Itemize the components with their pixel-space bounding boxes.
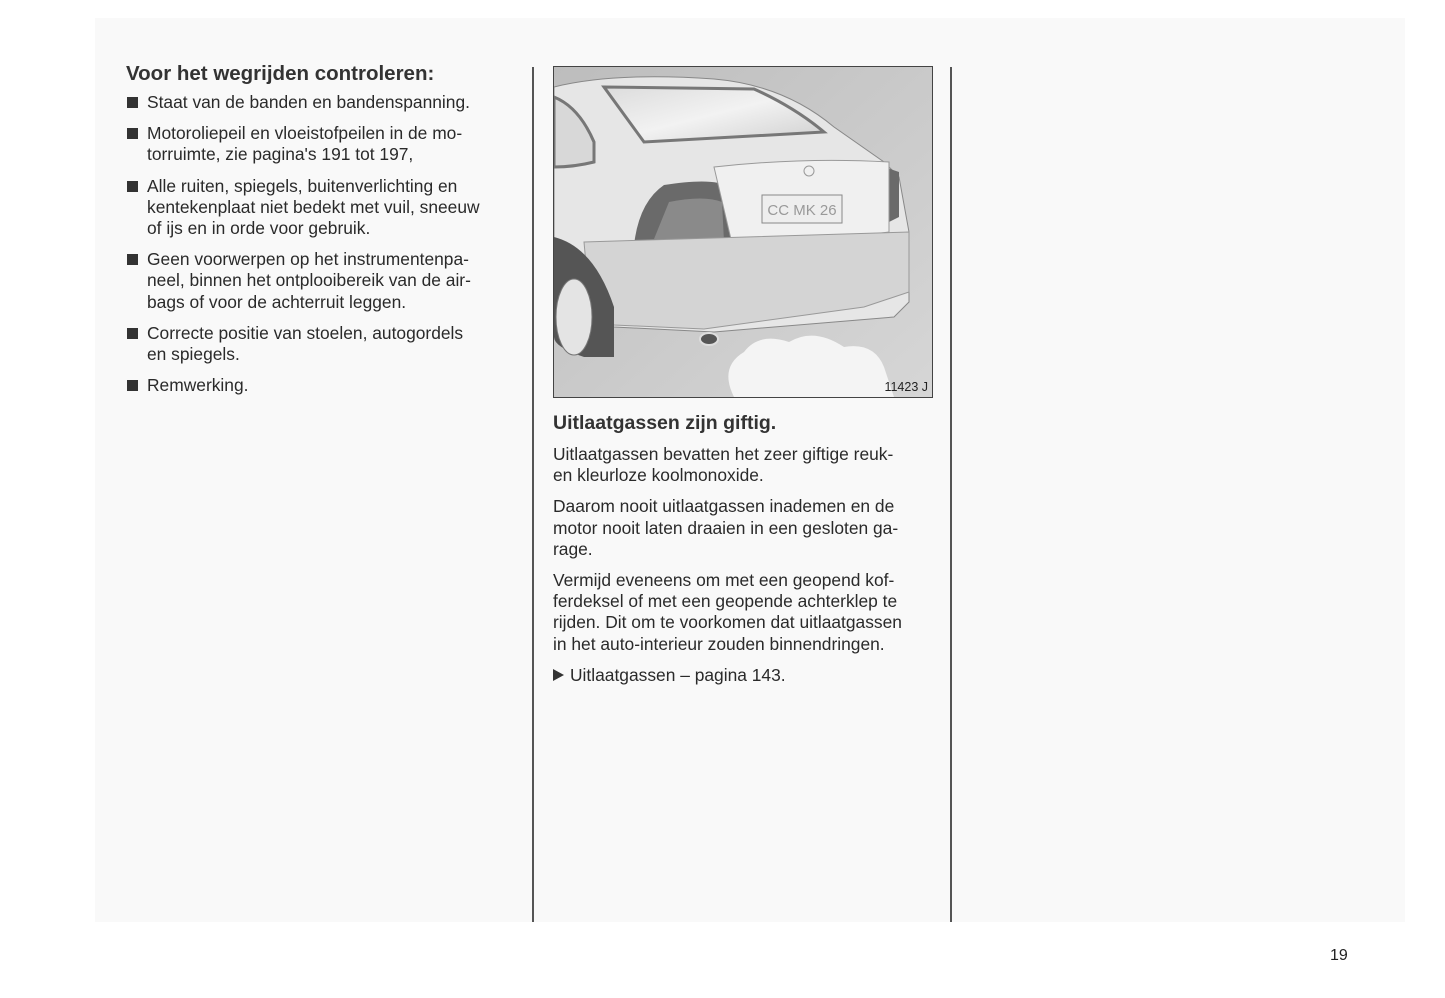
text-line: Vermijd eveneens om met een geopend kof- (553, 570, 895, 591)
text-line: Alle ruiten, spiegels, buitenverlichting en (147, 175, 458, 196)
paragraph (553, 570, 933, 655)
text-line: Remwerking. (147, 375, 249, 396)
column-divider-left (532, 67, 534, 922)
text-line: Daarom nooit uitlaatgassen inademen en de (553, 496, 895, 517)
car-exhaust-illustration (553, 66, 933, 398)
text-line: bags of voor de achterruit leggen. (147, 291, 407, 312)
checklist-item (126, 92, 526, 113)
paragraph (553, 444, 933, 486)
arrow-right-icon (553, 669, 564, 681)
bullet-icon (127, 128, 138, 139)
checklist (126, 92, 526, 406)
bullet-icon (127, 97, 138, 108)
paragraph (553, 496, 933, 560)
checklist-item (126, 375, 526, 396)
text-line: Correcte positie van stoelen, autogordels (147, 322, 464, 343)
checklist-item (126, 176, 526, 240)
text-line: Geen voorwerpen op het instrumentenpa- (147, 249, 469, 270)
checklist-heading: Voor het wegrijden controleren: (126, 62, 435, 85)
text-line: en spiegels. (147, 344, 240, 365)
text-line: ferdeksel of met een geopende achterklep te (553, 591, 898, 612)
text-line: Uitlaatgassen bevatten het zeer giftige reuk- (553, 444, 894, 464)
text-line: kentekenplaat niet bedekt met vuil, sneeuw (147, 196, 480, 217)
text-line: rijden. Dit om te voorkomen dat uitlaatgassen (553, 612, 902, 633)
exhaust-warning-text (553, 444, 933, 696)
text-line: motor nooit laten draaien in een gesloten ga- (553, 517, 899, 538)
text-line: in het auto-interieur zouden binnendringen. (553, 633, 885, 654)
license-plate-text: CC MK 26 (767, 202, 837, 219)
page-reference-text[interactable]: Uitlaatgassen – pagina 143. (570, 664, 786, 685)
bullet-icon (127, 328, 138, 339)
checklist-item (126, 123, 526, 165)
exhaust-warning-heading: Uitlaatgassen zijn giftig. (553, 412, 777, 434)
bullet-icon (127, 181, 138, 192)
text-line: rage. (553, 538, 593, 559)
page-reference[interactable] (553, 665, 933, 686)
text-line: of ijs en in orde voor gebruik. (147, 218, 371, 239)
car-rear-drawing (554, 67, 932, 397)
figure-code: 11423 J (884, 380, 928, 394)
page-number: 19 (1330, 947, 1348, 964)
bullet-icon (127, 380, 138, 391)
text-line: Staat van de banden en bandenspanning. (147, 92, 470, 112)
column-divider-right (950, 67, 952, 922)
text-line: neel, binnen het ontplooibereik van de air- (147, 270, 471, 291)
bullet-icon (127, 254, 138, 265)
text-line: en kleurloze koolmonoxide. (553, 465, 764, 486)
checklist-item (126, 249, 526, 313)
text-line: Motoroliepeil en vloeistofpeilen in de mo- (147, 123, 463, 144)
text-line: torruimte, zie pagina's 191 tot 197, (147, 144, 414, 165)
checklist-item (126, 323, 526, 365)
